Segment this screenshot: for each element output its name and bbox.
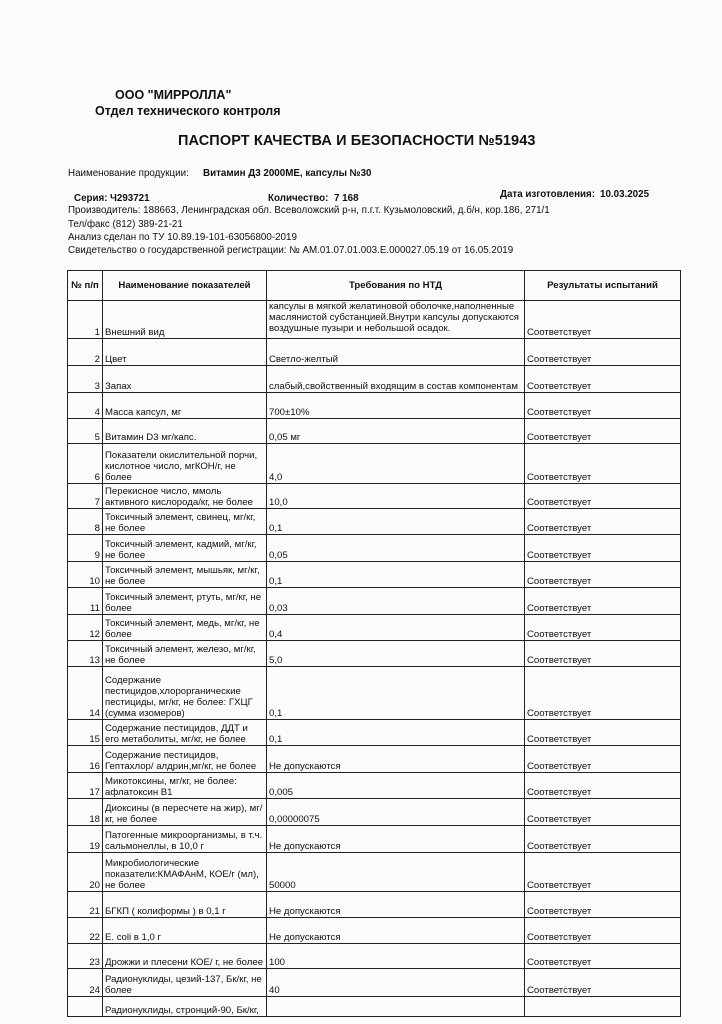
requirement-value: Не допускаются	[267, 918, 525, 944]
row-number: 6	[68, 444, 103, 484]
indicator-name: Токсичный элемент, свинец, мг/кг, не более	[103, 509, 267, 535]
table-row	[68, 892, 681, 918]
row-number: 23	[68, 944, 103, 969]
test-result: Соответствует	[525, 393, 681, 419]
department-name: Отдел технического контроля	[95, 104, 281, 118]
registration-line: Свидетельство о государственной регистрации: № АМ.01.07.01.003.Е.000027.05.19 от 16.05.2019	[68, 245, 514, 256]
test-result: Соответствует	[525, 853, 681, 892]
indicator-name: Токсичный элемент, медь, мг/кг, не более	[103, 615, 267, 641]
manufacture-date-label: Дата изготовления:	[500, 189, 595, 200]
requirement-value: 40	[267, 969, 525, 997]
row-number: 13	[68, 641, 103, 667]
requirement-value: Не допускаются	[267, 746, 525, 773]
requirement-value: 100	[267, 944, 525, 969]
table-row	[68, 641, 681, 667]
requirement-value: Не допускаются	[267, 892, 525, 918]
requirement-value: слабый,свойственный входящим в состав компонентам	[267, 366, 525, 393]
row-number: 8	[68, 509, 103, 535]
table-row	[68, 366, 681, 393]
indicator-name: Витамин D3 мг/капс.	[103, 419, 267, 444]
manufacture-date-value: 10.03.2025	[600, 189, 650, 200]
row-number: 17	[68, 773, 103, 799]
indicator-name: Масса капсул, мг	[103, 393, 267, 419]
requirement-value: 0,03	[267, 588, 525, 615]
test-result	[525, 997, 681, 1017]
test-result: Соответствует	[525, 969, 681, 997]
test-result: Соответствует	[525, 535, 681, 562]
table-row	[68, 484, 681, 509]
indicator-name: Микотоксины, мг/кг, не более: афлатоксин В1	[103, 773, 267, 799]
requirement-value: Не допускаются	[267, 826, 525, 853]
header-name: Наименование показателей	[103, 271, 267, 301]
requirement-value: 0,05 мг	[267, 419, 525, 444]
table-row	[68, 918, 681, 944]
quality-table	[67, 270, 681, 1017]
requirement-value: Светло-желтый	[267, 339, 525, 366]
row-number: 20	[68, 853, 103, 892]
indicator-name: Радионуклиды, стронций-90, Бк/кг,	[103, 997, 267, 1017]
indicator-name: БГКП ( колиформы ) в 0,1 г	[103, 892, 267, 918]
test-result: Соответствует	[525, 509, 681, 535]
quantity-value: 7 168	[334, 193, 359, 204]
indicator-name: Показатели окислительной порчи, кислотное число, мгКОН/г, не более	[103, 444, 267, 484]
table-row	[68, 944, 681, 969]
table-row	[68, 826, 681, 853]
indicator-name: Токсичный элемент, мышьяк, мг/кг, не более	[103, 562, 267, 588]
table-row	[68, 667, 681, 720]
row-number: 10	[68, 562, 103, 588]
requirement-value: 0,00000075	[267, 799, 525, 826]
test-result: Соответствует	[525, 301, 681, 339]
table-row	[68, 997, 681, 1017]
header-results: Результаты испытаний	[525, 271, 681, 301]
indicator-name: Токсичный элемент, кадмий, мг/кг, не более	[103, 535, 267, 562]
indicator-name: Диоксины (в пересчете на жир), мг/кг, не более	[103, 799, 267, 826]
indicator-name: Радионуклиды, цезий-137, Бк/кг, не более	[103, 969, 267, 997]
table-row	[68, 419, 681, 444]
indicator-name: Содержание пестицидов,хлорорганические пестициды, мг/кг, не более: ГХЦГ (сумма изомеров)	[103, 667, 267, 720]
row-number: 21	[68, 892, 103, 918]
test-result: Соответствует	[525, 641, 681, 667]
indicator-name: Перекисное число, ммоль активного кислорода/кг, не более	[103, 484, 267, 509]
table-row	[68, 588, 681, 615]
test-result: Соответствует	[525, 588, 681, 615]
header-requirements: Требования по НТД	[267, 271, 525, 301]
indicator-name: Дрожжи и плесени КОЕ/ г, не более	[103, 944, 267, 969]
row-number: 19	[68, 826, 103, 853]
table-row	[68, 393, 681, 419]
requirement-value: капсулы в мягкой желатиновой оболочке,наполненные масляниcтой субстанцией.Внутри капсулы допускаются воздушные пузыри и небольшой осадок.	[267, 301, 525, 339]
row-number: 18	[68, 799, 103, 826]
row-number	[68, 997, 103, 1017]
table-row	[68, 339, 681, 366]
test-result: Соответствует	[525, 419, 681, 444]
row-number: 4	[68, 393, 103, 419]
row-number: 9	[68, 535, 103, 562]
test-result: Соответствует	[525, 892, 681, 918]
indicator-name: Содержание пестицидов, ДДТ и его метаболиты, мг/кг, не более	[103, 720, 267, 746]
table-row	[68, 615, 681, 641]
table-row	[68, 562, 681, 588]
indicator-name: Токсичный элемент, ртуть, мг/кг, не более	[103, 588, 267, 615]
indicator-name: E. coli в 1,0 г	[103, 918, 267, 944]
test-result: Соответствует	[525, 667, 681, 720]
requirement-value: 0,4	[267, 615, 525, 641]
row-number: 1	[68, 301, 103, 339]
requirement-value: 5,0	[267, 641, 525, 667]
row-number: 14	[68, 667, 103, 720]
header-num: № п/п	[68, 271, 103, 301]
table-row	[68, 773, 681, 799]
table-row	[68, 444, 681, 484]
organization-name: ООО "МИРРОЛЛА"	[115, 88, 232, 102]
test-result: Соответствует	[525, 799, 681, 826]
indicator-name: Содержание пестицидов, Гептахлор/ алдрин,мг/кг, не более	[103, 746, 267, 773]
test-result: Соответствует	[525, 944, 681, 969]
row-number: 5	[68, 419, 103, 444]
table-row	[68, 799, 681, 826]
table-row	[68, 301, 681, 339]
series-label: Серия:	[74, 193, 108, 204]
table-row	[68, 720, 681, 746]
row-number: 22	[68, 918, 103, 944]
requirement-value: 50000	[267, 853, 525, 892]
document-title: ПАСПОРТ КАЧЕСТВА И БЕЗОПАСНОСТИ №51943	[178, 133, 536, 149]
requirement-value: 0,005	[267, 773, 525, 799]
test-result: Соответствует	[525, 444, 681, 484]
test-result: Соответствует	[525, 615, 681, 641]
test-result: Соответствует	[525, 339, 681, 366]
row-number: 12	[68, 615, 103, 641]
row-number: 24	[68, 969, 103, 997]
indicator-name: Патогенные микроорганизмы, в т.ч. сальмонеллы, в 10,0 г	[103, 826, 267, 853]
row-number: 16	[68, 746, 103, 773]
table-row	[68, 535, 681, 562]
requirement-value: 10,0	[267, 484, 525, 509]
phone-line: Тел/факс (812) 389-21-21	[68, 219, 183, 230]
indicator-name: Цвет	[103, 339, 267, 366]
product-label: Наименование продукции:	[68, 168, 189, 179]
test-result: Соответствует	[525, 746, 681, 773]
indicator-name: Микробиологические показатели:КМАФАнМ, КОЕ/г (мл), не более	[103, 853, 267, 892]
test-result: Соответствует	[525, 484, 681, 509]
product-value: Витамин Д3 2000МЕ, капсулы №30	[203, 168, 372, 179]
test-result: Соответствует	[525, 918, 681, 944]
row-number: 11	[68, 588, 103, 615]
table-row	[68, 746, 681, 773]
row-number: 7	[68, 484, 103, 509]
quantity-label: Количество:	[268, 193, 329, 204]
requirement-value: 700±10%	[267, 393, 525, 419]
table-header-row	[68, 271, 681, 301]
indicator-name: Внешний вид	[103, 301, 267, 339]
table-body	[68, 301, 681, 1017]
test-result: Соответствует	[525, 773, 681, 799]
table-row	[68, 853, 681, 892]
requirement-value: 0,1	[267, 667, 525, 720]
indicator-name: Токсичный элемент, железо, мг/кг, не более	[103, 641, 267, 667]
requirement-value: 4,0	[267, 444, 525, 484]
table-row	[68, 969, 681, 997]
requirement-value: 0,05	[267, 535, 525, 562]
test-result: Соответствует	[525, 720, 681, 746]
test-result: Соответствует	[525, 562, 681, 588]
requirement-value: 0,1	[267, 562, 525, 588]
row-number: 15	[68, 720, 103, 746]
row-number: 2	[68, 339, 103, 366]
requirement-value: 0,1	[267, 509, 525, 535]
indicator-name: Запах	[103, 366, 267, 393]
test-result: Соответствует	[525, 826, 681, 853]
requirement-value	[267, 997, 525, 1017]
analysis-line: Анализ сделан по ТУ 10.89.19-101-63056800-2019	[68, 232, 297, 243]
series-value: Ч293721	[110, 193, 150, 204]
test-result: Соответствует	[525, 366, 681, 393]
requirement-value: 0,1	[267, 720, 525, 746]
manufacturer-line: Производитель: 188663, Ленинградская обл. Всеволожский р-н, п.г.т. Кузьмоловский, д.б/н, кор.186, 271/1	[68, 205, 550, 216]
table-row	[68, 509, 681, 535]
row-number: 3	[68, 366, 103, 393]
